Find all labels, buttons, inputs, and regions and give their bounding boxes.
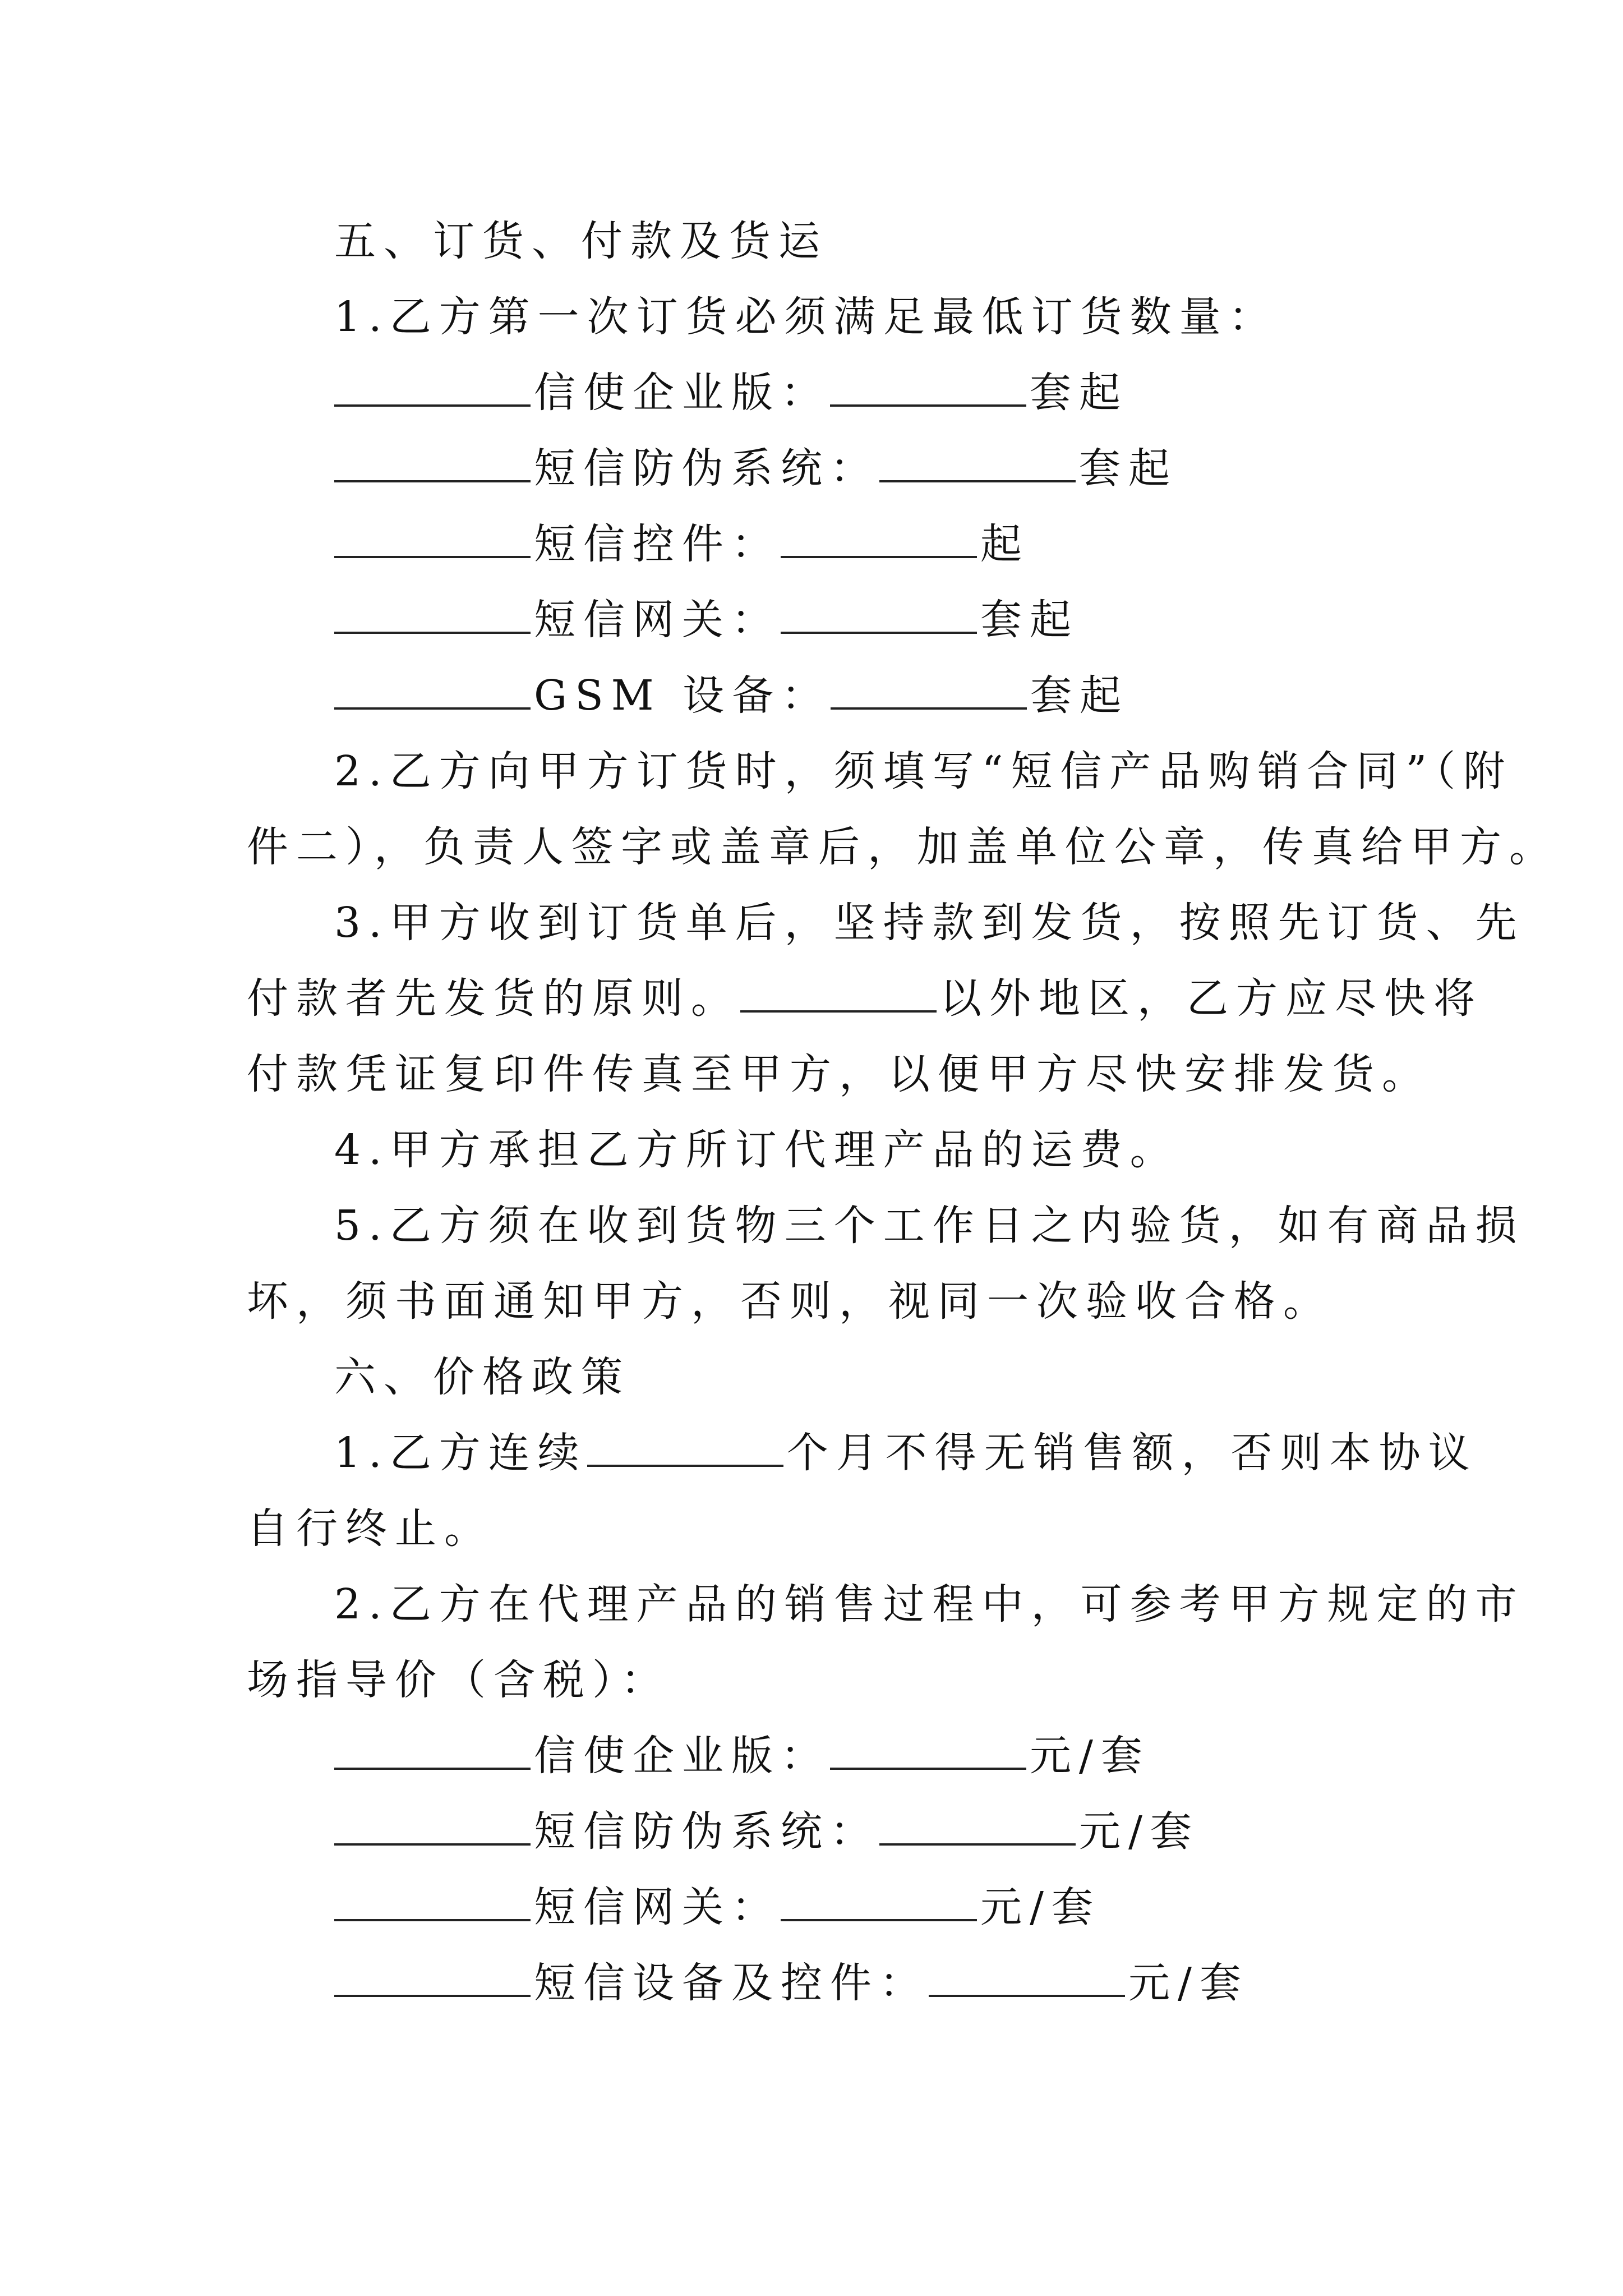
section-5-item-2-line-2: 件二），负责人签字或盖章后，加盖单位公章，传真给甲方。 (247, 823, 1559, 871)
section-5-heading: 五、订货、付款及货运 (334, 217, 828, 265)
blank-field (929, 1957, 1125, 1997)
price-unit: 元/套 (1079, 1807, 1200, 1856)
blank-field (334, 366, 531, 407)
min-qty-unit: 套起 (1030, 369, 1128, 417)
price-row (334, 1728, 1150, 1784)
price-name: 短信设备及控件： (534, 1959, 929, 2007)
price-unit: 元/套 (1030, 1732, 1150, 1780)
section-5-item-3-line-2 (247, 970, 1483, 1027)
item-1-text-pre: 1.乙方连续 (334, 1429, 587, 1477)
blank-field (334, 1805, 531, 1846)
min-qty-name: GSM 设备： (534, 671, 831, 720)
min-qty-unit: 套起 (980, 596, 1079, 644)
section-6-item-1-line-1 (334, 1425, 1478, 1481)
blank-field (781, 593, 977, 634)
price-row (334, 1879, 1101, 1935)
min-qty-name: 短信控件： (534, 520, 781, 568)
section-6-item-2-line-2: 场指导价（含税）： (247, 1656, 670, 1704)
price-name: 短信网关： (534, 1883, 781, 1931)
blank-field (334, 669, 531, 710)
price-name: 信使企业版： (534, 1732, 830, 1780)
item-3-text-pre: 付款者先发货的原则。 (247, 974, 740, 1023)
min-qty-row (334, 516, 1030, 572)
min-qty-name: 信使企业版： (534, 369, 830, 417)
section-5-item-3-line-3: 付款凭证复印件传真至甲方，以便甲方尽快安排发货。 (247, 1050, 1431, 1098)
min-qty-name: 短信防伪系统： (534, 444, 879, 493)
blank-field (831, 669, 1027, 710)
blank-field (879, 1805, 1076, 1846)
price-unit: 元/套 (980, 1883, 1101, 1931)
blank-field (334, 1729, 531, 1770)
price-row (334, 1803, 1200, 1860)
section-5-item-3-line-1: 3.甲方收到订货单后，坚持款到发货，按照先订货、先 (334, 899, 1525, 947)
section-5-item-4: 4.甲方承担乙方所订代理产品的运费。 (334, 1126, 1179, 1174)
blank-field (781, 1881, 977, 1921)
min-qty-unit: 起 (980, 520, 1030, 568)
section-5-item-5-line-2: 坏，须书面通知甲方，否则，视同一次验收合格。 (247, 1277, 1332, 1326)
price-name: 短信防伪系统： (534, 1807, 879, 1856)
blank-field (830, 1729, 1026, 1770)
blank-field (334, 518, 531, 558)
section-5-item-1: 1.乙方第一次订货必须满足最低订货数量： (334, 293, 1278, 341)
section-5-item-5-line-1: 5.乙方须在收到货物三个工作日之内验货，如有商品损 (334, 1202, 1525, 1250)
blank-field (740, 972, 937, 1013)
blank-field (587, 1427, 783, 1467)
blank-field (879, 442, 1076, 482)
price-unit: 元/套 (1128, 1959, 1249, 2007)
min-qty-row (334, 440, 1178, 496)
min-qty-row (334, 668, 1129, 724)
item-3-text-post: 以外地区，乙方应尽快将 (940, 974, 1483, 1023)
blank-field (334, 1881, 531, 1921)
min-qty-unit: 套起 (1079, 444, 1178, 493)
section-6-item-2-line-1: 2.乙方在代理产品的销售过程中，可参考甲方规定的市 (334, 1580, 1525, 1628)
min-qty-name: 短信网关： (534, 596, 781, 644)
min-qty-unit: 套起 (1030, 671, 1129, 720)
blank-field (334, 593, 531, 634)
min-qty-row (334, 592, 1079, 648)
blank-field (334, 1957, 531, 1997)
price-row (334, 1955, 1249, 2011)
min-qty-row (334, 365, 1128, 421)
item-1-text-post: 个月不得无销售额，否则本协议 (786, 1429, 1478, 1477)
blank-field (781, 518, 977, 558)
blank-field (830, 366, 1026, 407)
section-6-heading: 六、价格政策 (334, 1353, 630, 1401)
section-5-item-2-line-1: 2.乙方向甲方订货时，须填写“短信产品购销合同”（附 (334, 747, 1513, 795)
section-6-item-1-line-2: 自行终止。 (247, 1504, 494, 1553)
blank-field (334, 442, 531, 482)
